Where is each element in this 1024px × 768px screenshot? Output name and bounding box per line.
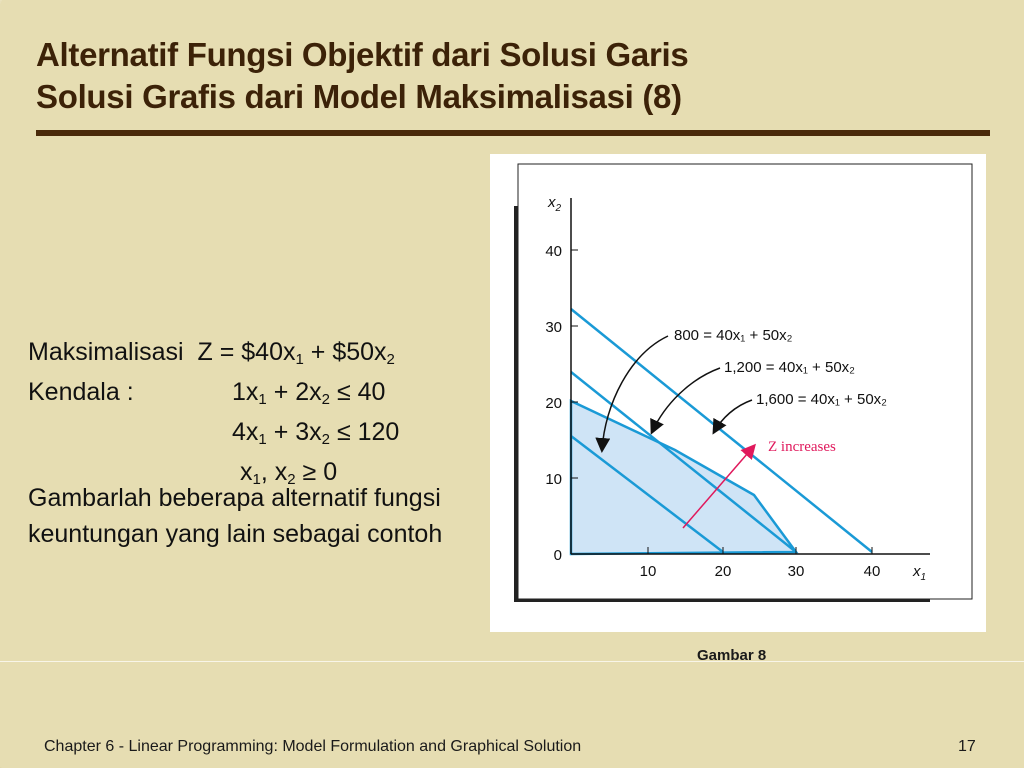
instruction-text: Gambarlah beberapa alternatif fungsi keuntungan yang lain sebagai contoh — [28, 484, 443, 548]
label-1600: 1,600 = 40x₁ + 50x₂ — [756, 391, 887, 408]
footer-divider — [0, 661, 1024, 662]
label-800: 800 = 40x₁ + 50x₂ — [674, 327, 793, 344]
model-statement — [28, 332, 400, 492]
figure-caption: Gambar 8 — [697, 647, 767, 664]
objective-expression: $Z = \$40x_1$ + $\$50x_2$ — [197, 338, 395, 368]
title-divider — [36, 130, 990, 136]
y-tick-label-40: 40 — [545, 243, 562, 260]
constraints-label: Kendala : — [28, 378, 134, 406]
footer-text: Chapter 6 - Linear Programming: Model Formulation and Graphical Solution — [44, 738, 582, 755]
y-tick-label-0: 0 — [553, 547, 562, 564]
x-tick-label-40: 40 — [863, 563, 881, 580]
constraint-row-1 — [28, 372, 395, 412]
y-tick-label-10: 10 — [545, 471, 562, 488]
title-line-2: Solusi Grafis dari Model Maksimalisasi (8) — [36, 78, 682, 115]
page-number: 17 — [958, 738, 976, 755]
graph-svg — [490, 154, 986, 632]
y-axis-label: $x_2$ — [548, 194, 562, 214]
x-tick-label-30: 30 — [787, 563, 805, 580]
y-tick-label-20: 20 — [545, 395, 562, 412]
title-line-1: Alternatif Fungsi Objektif dari Solusi Garis — [36, 36, 689, 73]
constraint-row-2 — [28, 412, 400, 452]
y-tick-label-30: 30 — [545, 319, 562, 336]
constraint-1: $1x_1 + 2x_2 \le 40$ — [232, 378, 386, 408]
objective-row — [28, 332, 395, 372]
slide-title — [36, 34, 996, 118]
x-tick-label-10: 10 — [639, 563, 657, 580]
x-tick-label-20: 20 — [714, 563, 732, 580]
objective-label: Maksimalisasi — [28, 338, 184, 366]
x-axis-label: $x_1$ — [913, 563, 927, 583]
z-increases-label: Z increases — [768, 439, 836, 455]
constraint-nonnegativity: $x_1$, $x_2 \ge 0$ — [240, 458, 338, 488]
label-1200: 1,200 = 40x₁ + 50x₂ — [724, 359, 855, 376]
graph-figure — [490, 154, 986, 632]
constraint-2: $4x_1 + 3x_2 \le 120$ — [232, 418, 400, 448]
